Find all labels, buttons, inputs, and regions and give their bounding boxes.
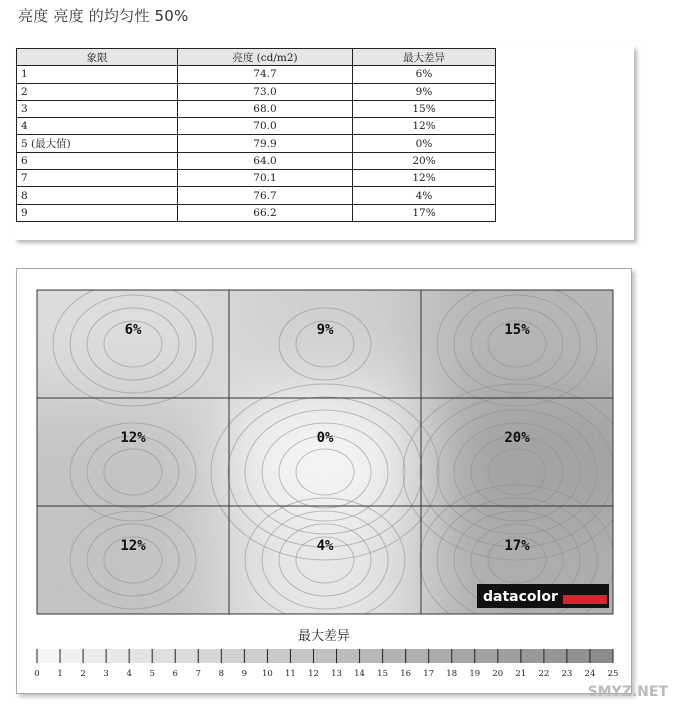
colorbar-segment (383, 649, 407, 663)
colorbar-tick-label: 6 (172, 669, 178, 679)
colorbar-tick-label: 15 (377, 669, 389, 679)
field-cell (17, 269, 229, 398)
cell-max-diff: 9% (353, 83, 496, 100)
colorbar-segment (498, 649, 522, 663)
colorbar-tick-label: 3 (103, 669, 109, 679)
colorbar-segment (406, 649, 430, 663)
table-row (17, 170, 496, 187)
colorbar-segment (37, 649, 61, 663)
cell-max-diff: 0% (353, 135, 496, 152)
colorbar-segment (244, 649, 268, 663)
colorbar-segment (590, 649, 614, 663)
cell-luminance: 66.2 (178, 204, 353, 221)
quadrant-label: 12% (120, 538, 146, 554)
cell-luminance: 74.7 (178, 66, 353, 83)
header-luminance: 亮度 (cd/m2) (178, 49, 353, 66)
colorbar-segment (567, 649, 591, 663)
cell-luminance: 70.0 (178, 118, 353, 135)
colorbar-tick-label: 1 (57, 669, 63, 679)
colorbar-segment (337, 649, 361, 663)
cell-max-diff: 12% (353, 170, 496, 187)
colorbar-segment (83, 649, 107, 663)
colorbar-tick-label: 10 (261, 669, 273, 679)
cell-luminance: 76.7 (178, 187, 353, 204)
table-header-row (17, 49, 496, 66)
quadrant-label: 15% (504, 322, 530, 338)
colorbar-tick-label: 11 (285, 669, 296, 679)
cell-quadrant: 1 (17, 66, 178, 83)
table-row (17, 135, 496, 152)
colorbar-segment (152, 649, 176, 663)
uniformity-chart-panel (16, 268, 632, 694)
colorbar-segment (313, 649, 337, 663)
colorbar-segment (544, 649, 568, 663)
cell-luminance: 73.0 (178, 83, 353, 100)
field-cell (229, 398, 421, 506)
quadrant-label: 17% (504, 538, 530, 554)
table-row (17, 187, 496, 204)
cell-max-diff: 12% (353, 118, 496, 135)
colorbar-segment (60, 649, 84, 663)
header-quadrant: 象限 (17, 49, 178, 66)
cell-luminance: 79.9 (178, 135, 353, 152)
quadrant-label: 4% (316, 538, 334, 554)
colorbar-tick-label: 22 (538, 669, 550, 679)
colorbar-segment (106, 649, 130, 663)
table-row (17, 100, 496, 117)
colorbar-tick-label: 19 (469, 669, 481, 679)
table-body (17, 66, 496, 222)
quadrant-label: 6% (124, 322, 142, 338)
colorbar-tick-label: 18 (446, 669, 458, 679)
quadrant-label: 0% (316, 430, 334, 446)
cell-max-diff: 20% (353, 152, 496, 169)
colorbar-tick-label: 2 (80, 669, 86, 679)
page-title: 亮度 亮度 的均匀性 50% (18, 7, 189, 25)
colorbar-tick-label: 20 (492, 669, 504, 679)
colorbar-segment (429, 649, 453, 663)
cell-luminance: 68.0 (178, 100, 353, 117)
colorbar-tick-label: 24 (584, 669, 596, 679)
cell-luminance: 64.0 (178, 152, 353, 169)
field-cell (229, 506, 421, 674)
cell-max-diff: 15% (353, 100, 496, 117)
colorbar-tick-label: 17 (423, 669, 435, 679)
colorbar-tick-label: 12 (308, 669, 319, 679)
table-row (17, 118, 496, 135)
colorbar-segment (267, 649, 291, 663)
cell-max-diff: 4% (353, 187, 496, 204)
colorbar-segment (290, 649, 314, 663)
field-cell (17, 506, 229, 674)
colorbar-segment (221, 649, 245, 663)
uniformity-table (16, 48, 496, 222)
colorbar-tick-label: 7 (195, 669, 201, 679)
colorbar-segment (129, 649, 153, 663)
colorbar-segment (452, 649, 476, 663)
colorbar-segment (475, 649, 499, 663)
colorbar-segment (198, 649, 222, 663)
cell-quadrant: 2 (17, 83, 178, 100)
datacolor-logo (477, 584, 609, 608)
cell-quadrant: 3 (17, 100, 178, 117)
colorbar-segment (521, 649, 545, 663)
colorbar-tick-label: 8 (218, 669, 225, 679)
table-row (17, 204, 496, 221)
cell-luminance: 70.1 (178, 170, 353, 187)
cell-quadrant: 6 (17, 152, 178, 169)
colorbar-tick-label: 25 (607, 669, 619, 679)
cell-quadrant: 4 (17, 118, 178, 135)
colorbar-tick-label: 5 (149, 669, 155, 679)
uniformity-table-panel (14, 46, 634, 240)
colorbar-tick-label: 9 (241, 669, 248, 679)
cell-quadrant: 9 (17, 204, 178, 221)
colorbar-tick-label: 21 (515, 669, 527, 679)
colorbar-tick-label: 13 (331, 669, 342, 679)
uniformity-heatmap (17, 269, 631, 693)
cell-max-diff: 6% (353, 66, 496, 83)
header-max-diff: 最大差异 (353, 49, 496, 66)
logo-brand-bar (563, 595, 607, 604)
colorbar-tick-label: 23 (561, 669, 573, 679)
cell-quadrant: 8 (17, 187, 178, 204)
watermark: SMYZ.NET (587, 684, 668, 700)
colorbar-tick-label: 16 (400, 669, 412, 679)
table-row (17, 83, 496, 100)
colorbar-tick-label: 0 (34, 669, 40, 679)
colorbar-segment (175, 649, 199, 663)
cell-quadrant: 7 (17, 170, 178, 187)
quadrant-label: 20% (504, 430, 530, 446)
cell-max-diff: 17% (353, 204, 496, 221)
table-row (17, 152, 496, 169)
colorbar-segment (360, 649, 384, 663)
colorbar (34, 628, 618, 679)
quadrant-label: 12% (120, 430, 146, 446)
colorbar-title: 最大差异 (297, 629, 351, 644)
colorbar-tick-label: 4 (126, 669, 132, 679)
field-cell (17, 398, 229, 506)
field-cell (421, 398, 631, 506)
quadrant-label: 9% (316, 322, 334, 338)
colorbar-tick-label: 14 (354, 669, 365, 679)
logo-text: datacolor (483, 589, 558, 605)
cell-quadrant: 5 (最大值) (17, 135, 178, 152)
table-row (17, 66, 496, 83)
